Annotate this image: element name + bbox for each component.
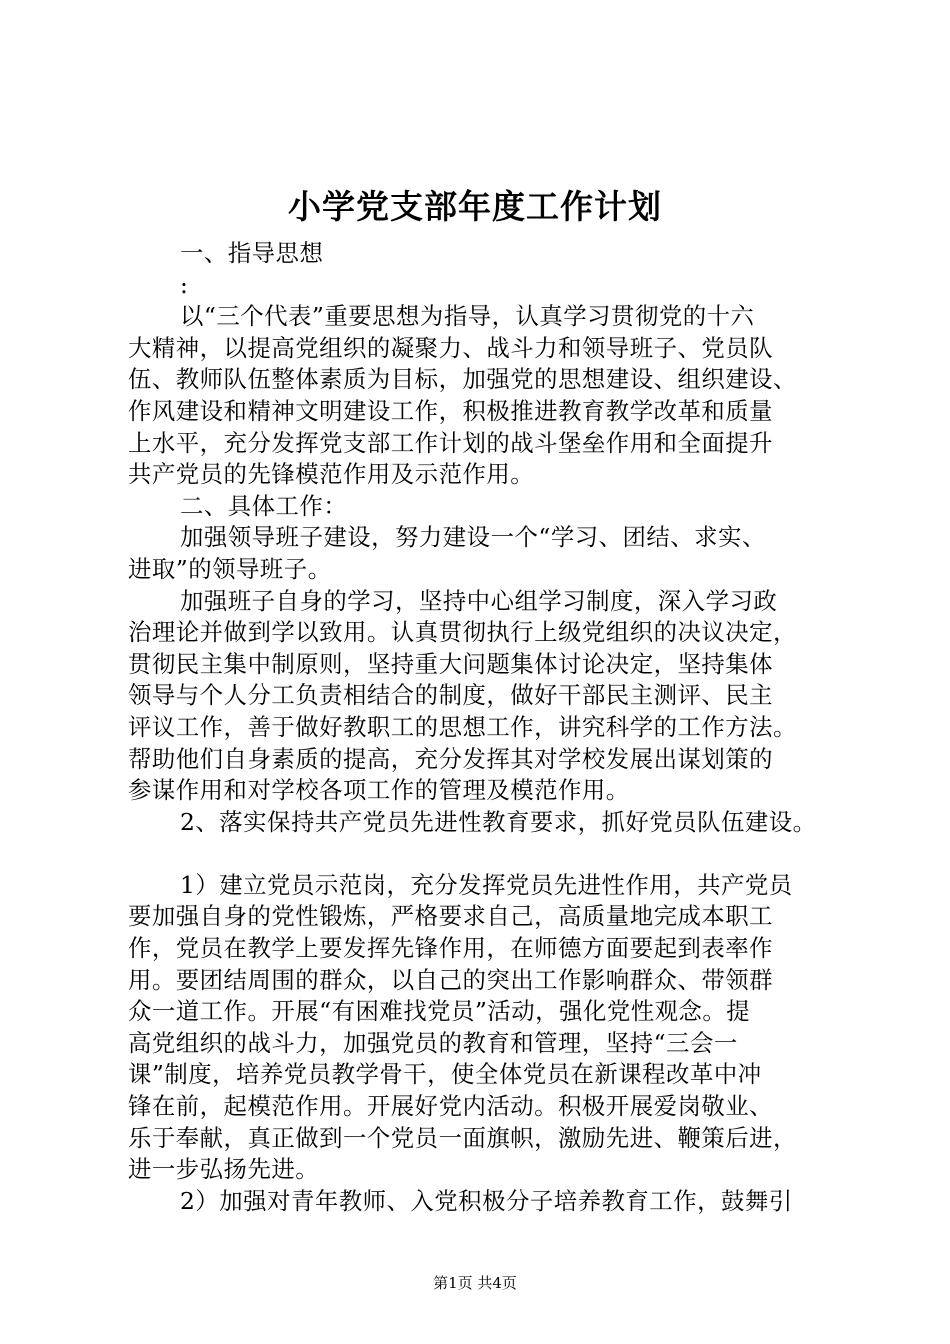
text-line: 评议工作，善于做好教职工的思想工作，讲究科学的工作方法。 [128,712,797,741]
text-line: 进取”的领导班子。 [128,554,332,583]
text-line: 帮助他们自身素质的提高，充分发挥其对学校发展出谋划策的 [128,744,774,773]
text-line: 用。要团结周围的群众，以自己的突出工作影响群众、带领群 [128,965,774,994]
text-line [128,838,854,870]
text-line: 领导与个人分工负责相结合的制度，做好干部民主测评、民主 [128,681,774,710]
text-line: 加强领导班子建设，努力建设一个“学习、团结、求实、 [180,523,766,552]
text-line: 锋在前，起模范作用。开展好党内活动。积极开展爱岗敬业、 [128,1092,774,1121]
text-line: 上水平，充分发挥党支部工作计划的战斗堡垒作用和全面提升 [128,428,774,457]
text-line: 治理论并做到学以致用。认真贯彻执行上级党组织的决议决定， [128,618,797,647]
text-line: 一、指导思想 [180,239,324,267]
document-body [128,238,854,1217]
text-line: 2）加强对青年教师、入党积极分子培养教育工作，鼓舞引 [180,1186,793,1215]
text-line: : [180,270,189,299]
text-line: 以“三个代表”重要思想为指导，认真学习贯彻党的十六 [180,302,755,331]
text-line: 高党组织的战斗力，加强党员的教育和管理，坚持“三会一 [128,1028,738,1057]
text-line: 参谋作用和对学校各项工作的管理及模范作用。 [128,776,630,805]
page-footer: 第1页 共4页 [433,1274,517,1292]
text-line: 1）建立党员示范岗，充分发挥党员先进性作用，共产党员 [180,870,793,899]
text-line: 伍、教师队伍整体素质为目标，加强党的思想建设、组织建设、 [128,365,797,394]
text-line: 课”制度，培养党员教学骨干，使全体党员在新课程改革中冲 [128,1060,762,1089]
text-line: 进一步弘扬先进。 [128,1155,320,1184]
text-line: 乐于奉献，真正做到一个党员一面旗帜，激励先进、鞭策后进， [128,1123,797,1152]
text-line: 2、落实保持共产党员先进性教育要求，抓好党员队伍建设。 [180,807,817,836]
text-line: 加强班子自身的学习，坚持中心组学习制度，深入学习政 [180,586,778,615]
document-title: 小学党支部年度工作计划 [288,187,662,226]
text-line: 贯彻民主集中制原则，坚持重大问题集体讨论决定，坚持集体 [128,649,774,678]
text-line: 共产党员的先锋模范作用及示范作用。 [128,460,535,489]
text-line: 大精神，以提高党组织的凝聚力、战斗力和领导班子、党员队 [128,333,774,362]
text-line: 二、具体工作： [180,491,348,520]
text-line: 要加强自身的党性锻炼，严格要求自己，高质量地完成本职工 [128,902,774,931]
text-line: 作，党员在教学上要发挥先锋作用，在师德方面要起到表率作 [128,934,774,963]
text-line: 作风建设和精神文明建设工作，积极推进教育教学改革和质量 [128,396,774,425]
text-line: 众一道工作。开展“有困难找党员”活动，强化党性观念。提 [128,997,751,1026]
